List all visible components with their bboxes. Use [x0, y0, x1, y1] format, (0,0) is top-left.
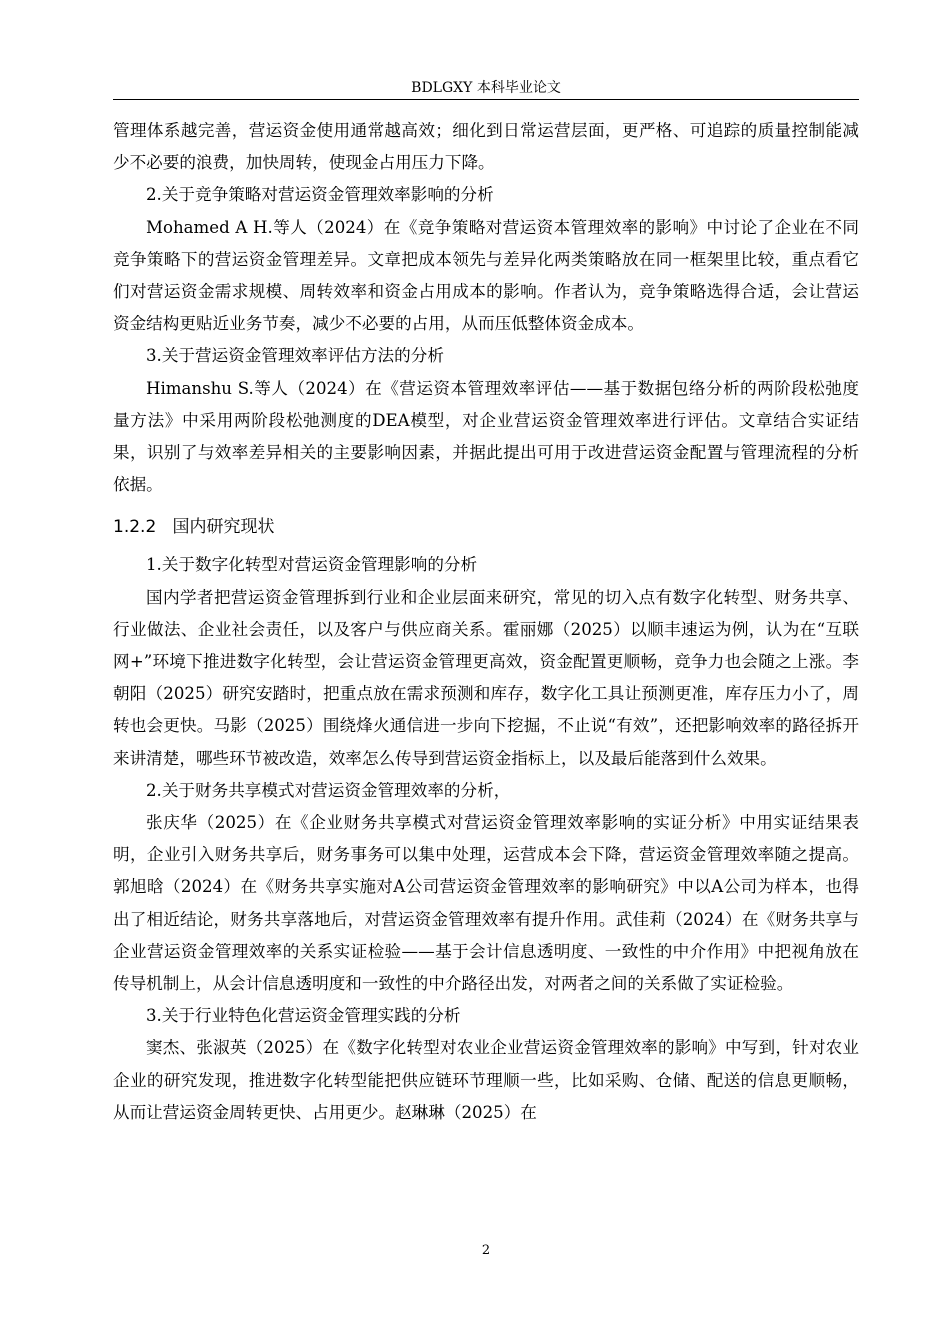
- section-number: 1.2.2: [113, 517, 157, 538]
- subheading: 2.关于财务共享模式对营运资金管理效率的分析，: [146, 780, 511, 800]
- subheading: 1.关于数字化转型对营运资金管理影响的分析: [146, 555, 478, 575]
- paragraph: 张庆华（2025）在《企业财务共享模式对营运资金管理效率影响的实证分析》中用实证结果表明，企业引入财务共享后，财务事务可以集中处理，运营成本会下降，营运资金管理效率随之提高。郭旭晗（2024）在《财务共享实施对A公司营运资金管理效率的影响研究》中以A公司为样本，也得出了相近结论，财务共享落地后，对营运资金管理效率有提升作用。武佳莉（2024）在《财务共享与企业营运资金管理效率的关系实证检验——基于会计信息透明度、一致性的中介作用》中把视角放在传导机制上，从会计信息透明度和一致性的中介路径出发，对两者之间的关系做了实证检验。: [113, 813, 859, 994]
- body-text: [113, 115, 859, 1129]
- header-rule: [113, 99, 859, 100]
- running-header: BDLGXY 本科毕业论文: [411, 80, 561, 96]
- paragraph: 管理体系越完善，营运资金使用通常越高效；细化到日常运营层面，更严格、可追踪的质量控制能减少不必要的浪费，加快周转，使现金占用压力下降。: [113, 121, 859, 173]
- paragraph: 国内学者把营运资金管理拆到行业和企业层面来研究，常见的切入点有数字化转型、财务共享、行业做法、企业社会责任，以及客户与供应商关系。霍丽娜（2025）以顺丰速运为例，认为在“互联网+”环境下推进数字化转型，会让营运资金管理更高效，资金配置更顺畅，竞争力也会随之上涨。李朝阳（2025）研究安踏时，把重点放在需求预测和库存，数字化工具让预测更准，库存压力小了，周转也会更快。马影（2025）围绕烽火通信进一步向下挖掘，不止说“有效”，还把影响效率的路径拆开来讲清楚，哪些环节被改造，效率怎么传导到营运资金指标上，以及最后能落到什么效果。: [113, 587, 859, 768]
- subheading: 3.关于营运资金管理效率评估方法的分析: [146, 346, 444, 366]
- paragraph: Himanshu S.等人（2024）在《营运资本管理效率评估——基于数据包络分析的两阶段松弛度量方法》中采用两阶段松弛测度的DEA模型，对企业营运资金管理效率进行评估。文章结合实证结果，识别了与效率差异相关的主要影响因素，并据此提出可用于改进营运资金配置与管理流程的分析依据。: [113, 378, 859, 495]
- section-heading: [113, 511, 859, 543]
- section-title: 国内研究现状: [172, 517, 275, 538]
- paragraph: Mohamed A H.等人（2024）在《竞争策略对营运资本管理效率的影响》中讨论了企业在不同竞争策略下的营运资金管理差异。文章把成本领先与差异化两类策略放在同一框架里比较，重点看它们对营运资金需求规模、周转效率和资金占用成本的影响。作者认为，竞争策略选得合适，会让营运资金结构更贴近业务节奏，减少不必要的占用，从而压低整体资金成本。: [113, 217, 859, 334]
- subheading: 3.关于行业特色化营运资金管理实践的分析: [146, 1006, 461, 1026]
- paragraph: 窦杰、张淑英（2025）在《数字化转型对农业企业营运资金管理效率的影响》中写到，针对农业企业的研究发现，推进数字化转型能把供应链环节理顺一些，比如采购、仓储、配送的信息更顺畅，从而让营运资金周转更快、占用更少。赵琳琳（2025）在: [113, 1038, 859, 1122]
- subheading: 2.关于竞争策略对营运资金管理效率影响的分析: [146, 185, 494, 205]
- page-number: 2: [481, 1243, 491, 1258]
